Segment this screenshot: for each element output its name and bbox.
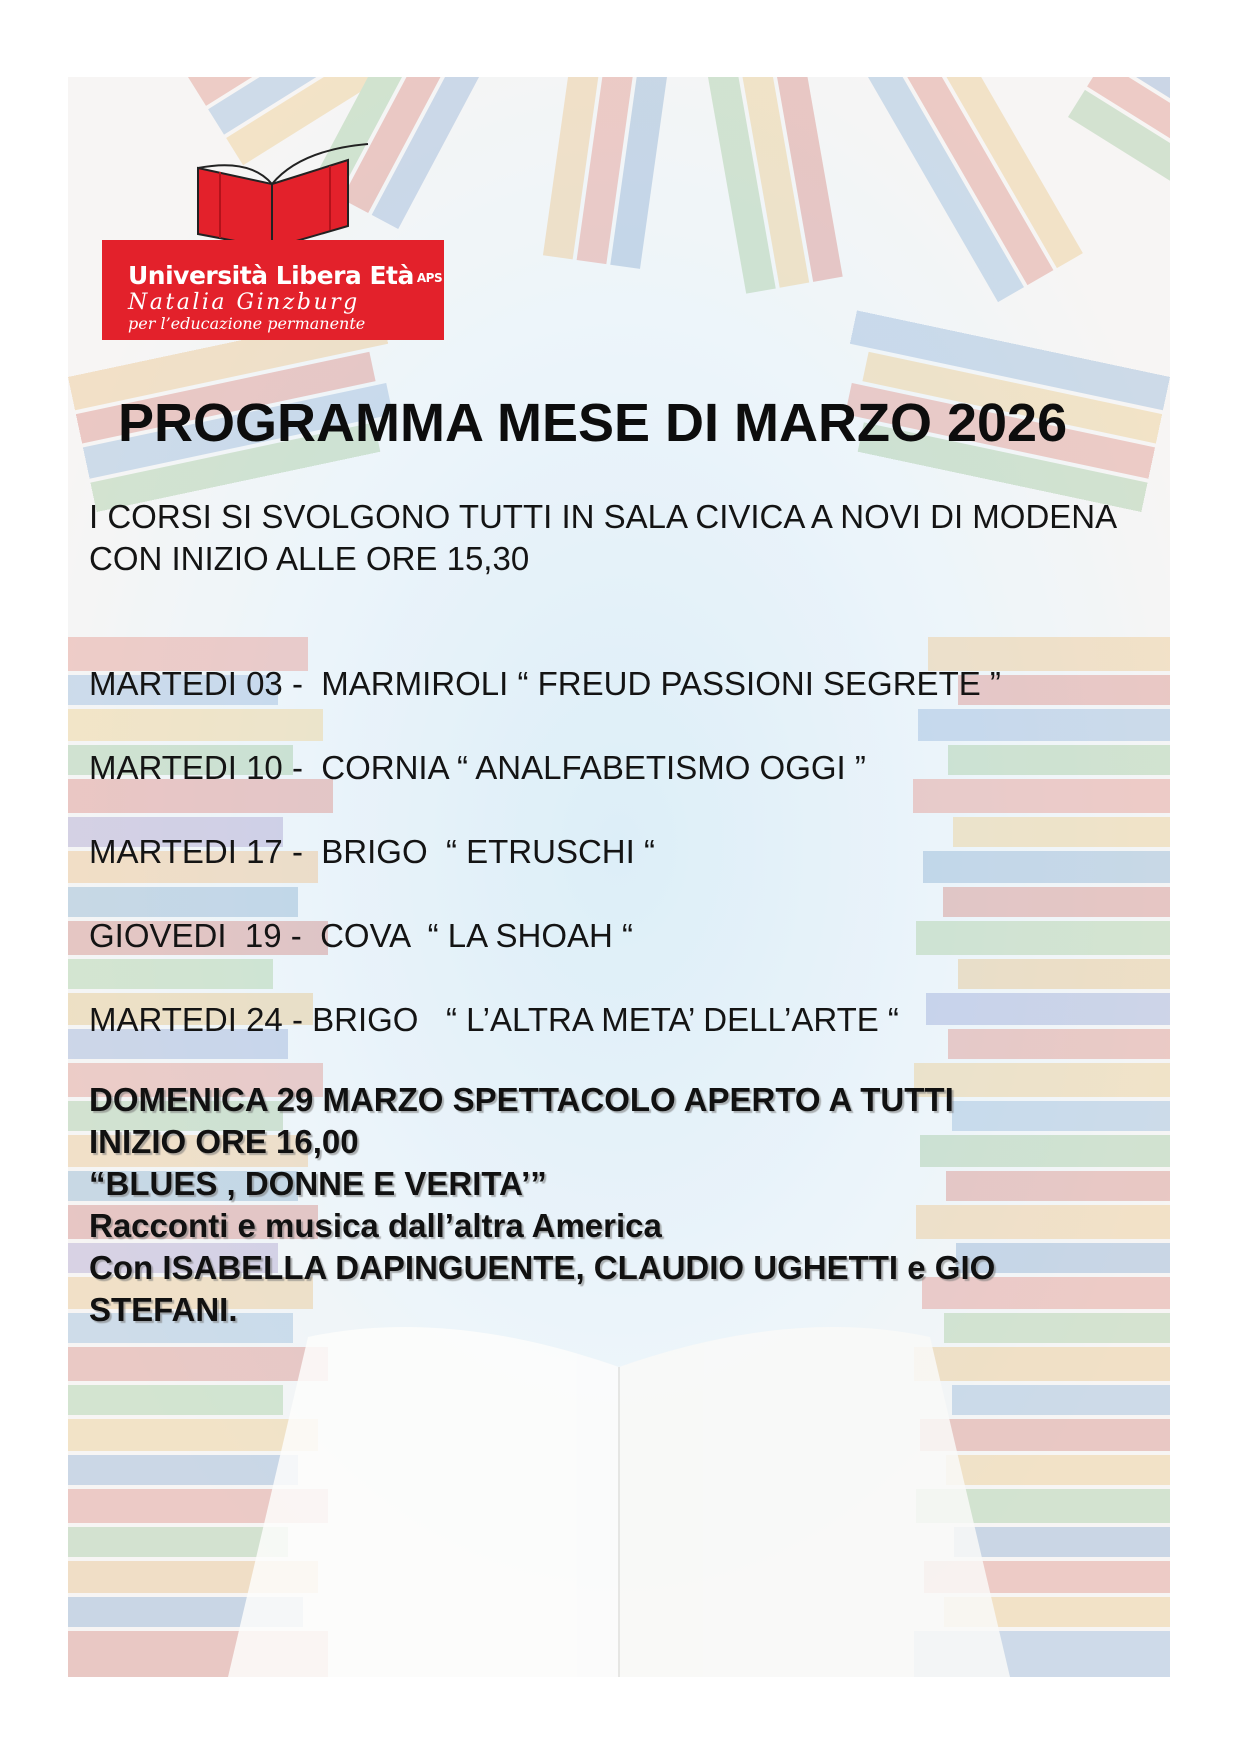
open-book-logo-icon — [180, 140, 380, 250]
event-time-line: INIZIO ORE 16,00 — [89, 1123, 359, 1160]
event-performers-line: Con ISABELLA DAPINGUENTE, CLAUDIO UGHETTI e GIO — [89, 1249, 996, 1286]
event-performers-line-2: STEFANI. — [89, 1291, 238, 1328]
logo-aps-suffix: APS — [416, 271, 443, 285]
logo-line-motto: per l’educazione permanente — [128, 314, 366, 333]
schedule-item: MARTEDI 24 - BRIGO “ L’ALTRA META’ DELL’ARTE “ — [89, 1001, 899, 1038]
event-title-line: “BLUES , DONNE E VERITA’” — [89, 1165, 547, 1202]
schedule-item: GIOVEDI 19 - COVA “ LA SHOAH “ — [89, 917, 634, 954]
schedule-item: MARTEDI 03 - MARMIROLI “ FREUD PASSIONI SEGRETE ” — [89, 665, 1001, 702]
logo-text-box — [102, 240, 444, 340]
schedule-item: MARTEDI 10 - CORNIA “ ANALFABETISMO OGGI ” — [89, 749, 866, 786]
page-title: PROGRAMMA MESE DI MARZO 2026 — [118, 393, 1068, 453]
course-schedule — [89, 663, 1001, 1083]
logo-line-university: Università Libera Età APS — [128, 261, 443, 290]
schedule-item: MARTEDI 17 - BRIGO “ ETRUSCHI “ — [89, 833, 655, 870]
university-logo — [102, 140, 444, 340]
logo-line-name: Natalia Ginzburg — [128, 290, 360, 315]
intro-text: I CORSI SI SVOLGONO TUTTI IN SALA CIVICA A NOVI DI MODENA CON INIZIO ALLE ORE 15,30 — [89, 498, 1116, 577]
event-date-line: DOMENICA 29 MARZO SPETTACOLO APERTO A TUTTI — [89, 1081, 954, 1118]
event-subtitle-line: Racconti e musica dall’altra America — [89, 1207, 662, 1244]
special-event — [89, 1079, 1149, 1331]
